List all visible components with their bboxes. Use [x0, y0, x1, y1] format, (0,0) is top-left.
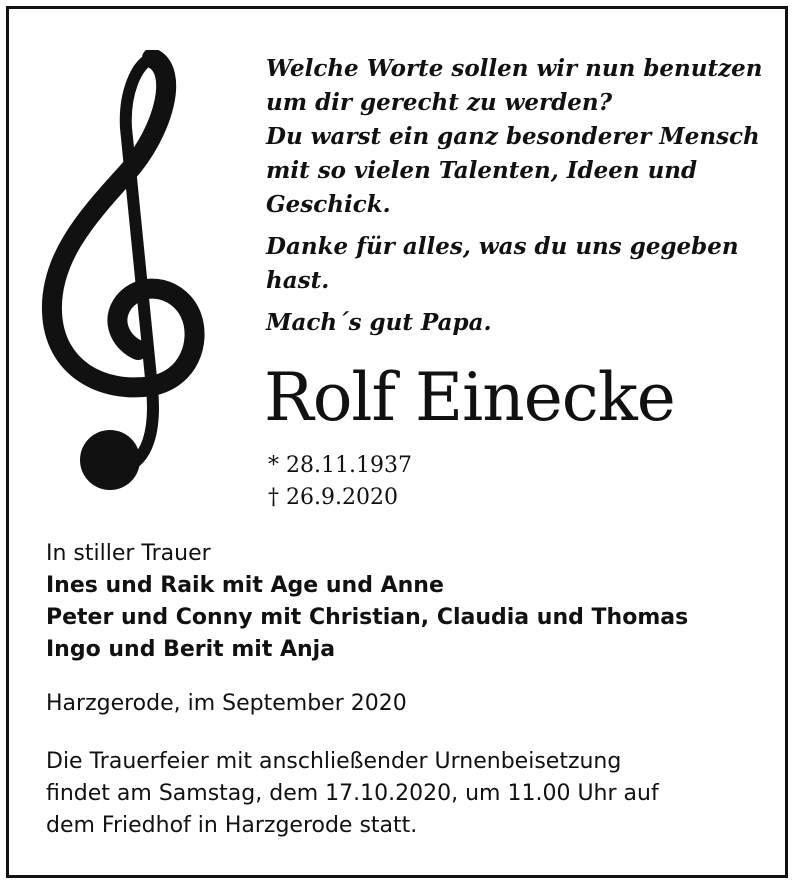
poem-line: Welche Worte sollen wir nun benutzen [266, 55, 763, 82]
funeral-notice [46, 746, 659, 842]
deceased-name: Rolf Einecke [264, 359, 675, 436]
mourner-family: Ingo und Berit mit Anja [46, 637, 336, 662]
poem-line: Geschick. [266, 191, 391, 218]
poem-line: mit so vielen Talenten, Ideen und [266, 157, 698, 184]
poem-stanza-3 [266, 306, 766, 340]
mourners [46, 538, 776, 666]
notice-line: findet am Samstag, dem 17.10.2020, um 11.00 Uhr auf [46, 781, 659, 806]
poem [266, 52, 766, 348]
poem-line: Mach´s gut Papa. [266, 309, 492, 336]
mourners-intro: In stiller Trauer [46, 541, 211, 566]
life-dates [268, 450, 412, 514]
mourner-family: Peter und Conny mit Christian, Claudia und Thomas [46, 605, 689, 630]
poem-line: Danke für alles, was du uns gegeben [266, 233, 739, 260]
mourner-family: Ines und Raik mit Age und Anne [46, 573, 444, 598]
place-date: Harzgerode, im September 2020 [46, 691, 407, 716]
poem-stanza-2 [266, 230, 766, 298]
notice-line: dem Friedhof in Harzgerode statt. [46, 813, 418, 838]
notice-line: Die Trauerfeier mit anschließender Urnenbeisetzung [46, 749, 622, 774]
birth-date: * 28.11.1937 [268, 453, 412, 478]
poem-line: Du warst ein ganz besonderer Mensch [266, 123, 760, 150]
treble-clef-icon [40, 50, 205, 500]
poem-line: hast. [266, 267, 330, 294]
poem-stanza-1 [266, 52, 766, 222]
death-date: † 26.9.2020 [268, 485, 398, 510]
poem-line: um dir gerecht zu werden? [266, 89, 613, 116]
